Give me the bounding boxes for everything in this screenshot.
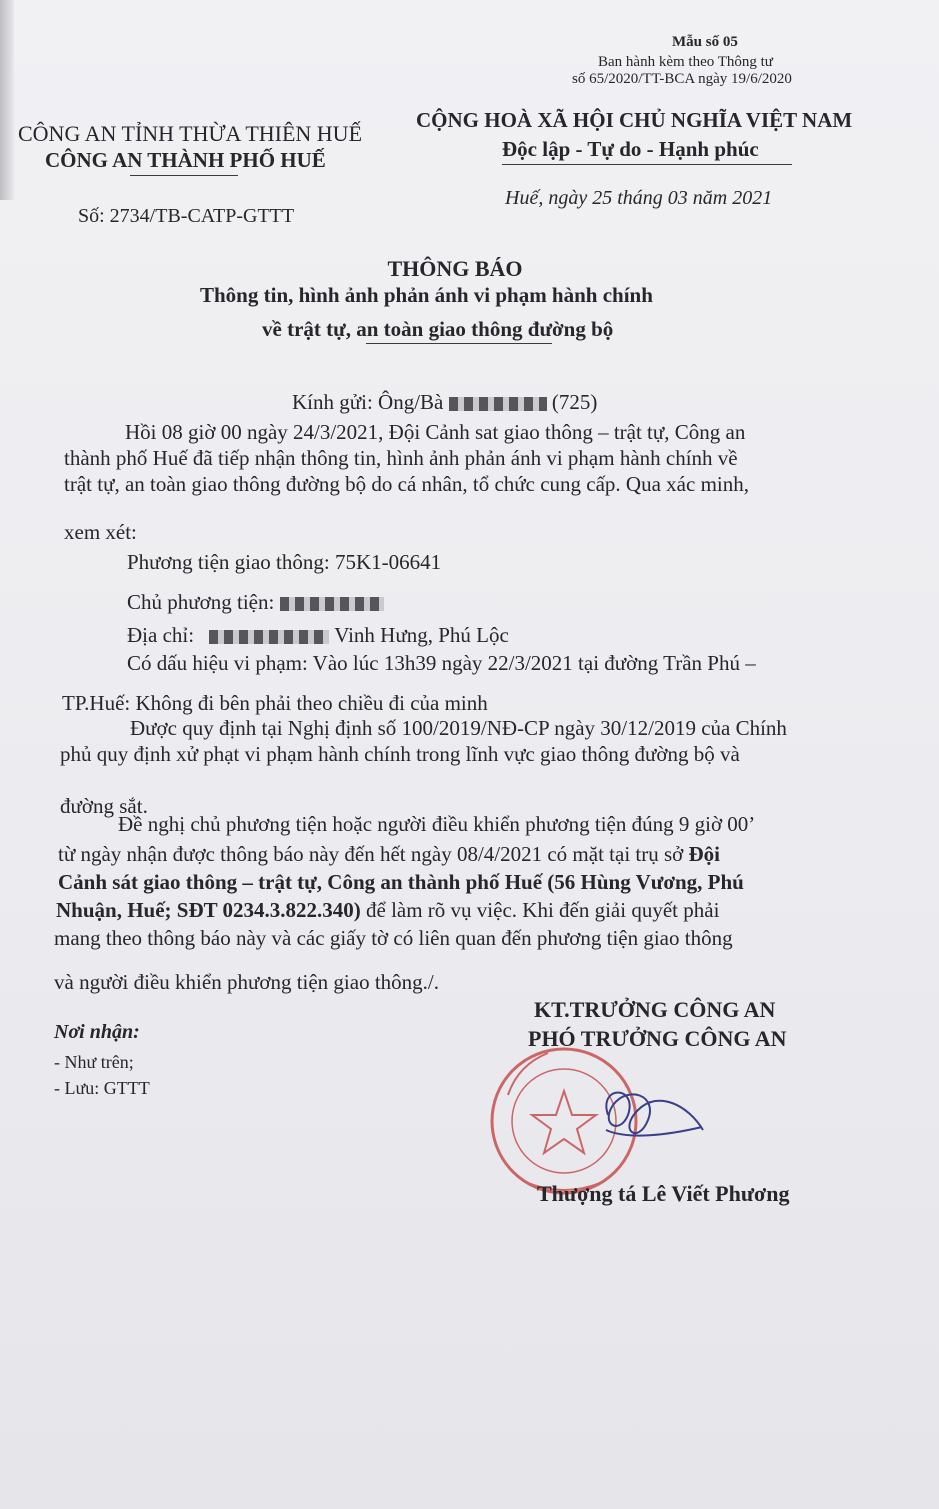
page-edge-shadow — [0, 0, 14, 200]
request-line: Cảnh sát giao thông – trật tự, Công an thành phố Huế (56 Hùng Vương, Phú — [58, 870, 744, 894]
form-circular: số 65/2020/TT-BCA ngày 19/6/2020 — [572, 71, 792, 87]
national-motto: Độc lập - Tự do - Hạnh phúc — [502, 137, 759, 161]
request-text: từ ngày nhận được thông báo này đến hết ngày 08/4/2021 có mặt tại trụ sở — [58, 842, 684, 866]
request-bold: Nhuận, Huế; SĐT 0234.3.822.340) — [56, 898, 361, 922]
redacted-address — [209, 630, 329, 644]
vehicle-line: Phương tiện giao thông: 75K1-06641 — [127, 550, 442, 574]
request-line — [58, 842, 720, 866]
address-tail: Vinh Hưng, Phú Lộc — [334, 623, 509, 647]
org-parent: CÔNG AN TỈNH THỪA THIÊN HUẾ — [18, 121, 363, 146]
recipient-item: - Như trên; — [54, 1052, 134, 1072]
greeting-suffix: (725) — [551, 390, 598, 414]
request-bold: Đội — [688, 842, 721, 866]
country-name: CỘNG HOÀ XÃ HỘI CHỦ NGHĨA VIỆT NAM — [416, 108, 853, 132]
official-stamp — [492, 1049, 636, 1193]
signer-name: Thượng tá Lê Viết Phương — [537, 1181, 790, 1206]
notice-subtitle-2: về trật tự, an toàn giao thông đường bộ — [262, 317, 614, 341]
motto-underline — [502, 164, 792, 165]
form-issued-with: Ban hành kèm theo Thông tư — [598, 54, 773, 70]
request-line: Đề nghị chủ phương tiện hoặc người điều khiển phương tiện đúng 9 giờ 00’ — [118, 812, 756, 836]
document-number: Số: 2734/TB-CATP-GTTT — [78, 205, 295, 227]
request-text: để làm rõ vụ việc. Khi đến giải quyết phải — [366, 898, 720, 922]
notice-subtitle-1: Thông tin, hình ảnh phản ánh vi phạm hành chính — [200, 283, 653, 307]
violation-line: Có dấu hiệu vi phạm: Vào lúc 13h39 ngày 22/3/2021 tại đường Trần Phú – — [127, 651, 756, 675]
org-underline — [130, 175, 238, 176]
signature-title-2: PHÓ TRƯỞNG CÔNG AN — [528, 1026, 787, 1051]
official-stamp-and-signature — [488, 1035, 708, 1205]
body-line: xem xét: — [64, 520, 137, 544]
address-line — [127, 623, 509, 647]
request-line — [56, 898, 719, 922]
redacted-name — [449, 397, 547, 411]
owner-label: Chủ phương tiện: — [127, 590, 275, 614]
regulation-line: đường sắt. — [60, 794, 148, 818]
body-line: trật tự, an toàn giao thông đường bộ do cá nhân, tổ chức cung cấp. Qua xác minh, — [64, 472, 749, 496]
subtitle-underline — [366, 343, 552, 344]
body-line: Hồi 08 giờ 00 ngày 24/3/2021, Đội Cảnh sat giao thông – trật tự, Công an — [125, 420, 746, 444]
regulation-line: Được quy định tại Nghị định số 100/2019/NĐ-CP ngày 30/12/2019 của Chính — [130, 716, 787, 740]
notice-title: THÔNG BÁO — [387, 256, 523, 281]
request-line: mang theo thông báo này và các giấy tờ có liên quan đến phương tiện giao thông — [54, 926, 733, 950]
form-code: Mẫu số 05 — [672, 34, 738, 50]
handwritten-signature — [606, 1093, 703, 1136]
place-date: Huế, ngày 25 tháng 03 năm 2021 — [505, 187, 773, 209]
owner-line — [127, 590, 384, 614]
regulation-line: phủ quy định xử phạt vi phạm hành chính trong lĩnh vực giao thông đường bộ và — [60, 742, 740, 766]
address-label: Địa chỉ: — [127, 623, 195, 647]
body-line: thành phố Huế đã tiếp nhận thông tin, hình ảnh phản ánh vi phạm hành chính về — [64, 446, 738, 470]
request-line: và người điều khiển phương tiện giao thông./. — [54, 970, 440, 994]
recipients-title: Nơi nhận: — [54, 1021, 140, 1043]
star-icon — [532, 1091, 596, 1153]
redacted-owner — [280, 597, 384, 611]
greeting-label: Kính gửi: Ông/Bà — [292, 390, 444, 414]
org-name: CÔNG AN THÀNH PHỐ HUẾ — [45, 148, 326, 172]
recipient-item: - Lưu: GTTT — [54, 1078, 150, 1098]
signature-title-1: KT.TRƯỞNG CÔNG AN — [534, 997, 776, 1022]
violation-line: TP.Huế: Không đi bên phải theo chiều đi của minh — [62, 691, 488, 715]
greeting-line — [292, 390, 597, 414]
